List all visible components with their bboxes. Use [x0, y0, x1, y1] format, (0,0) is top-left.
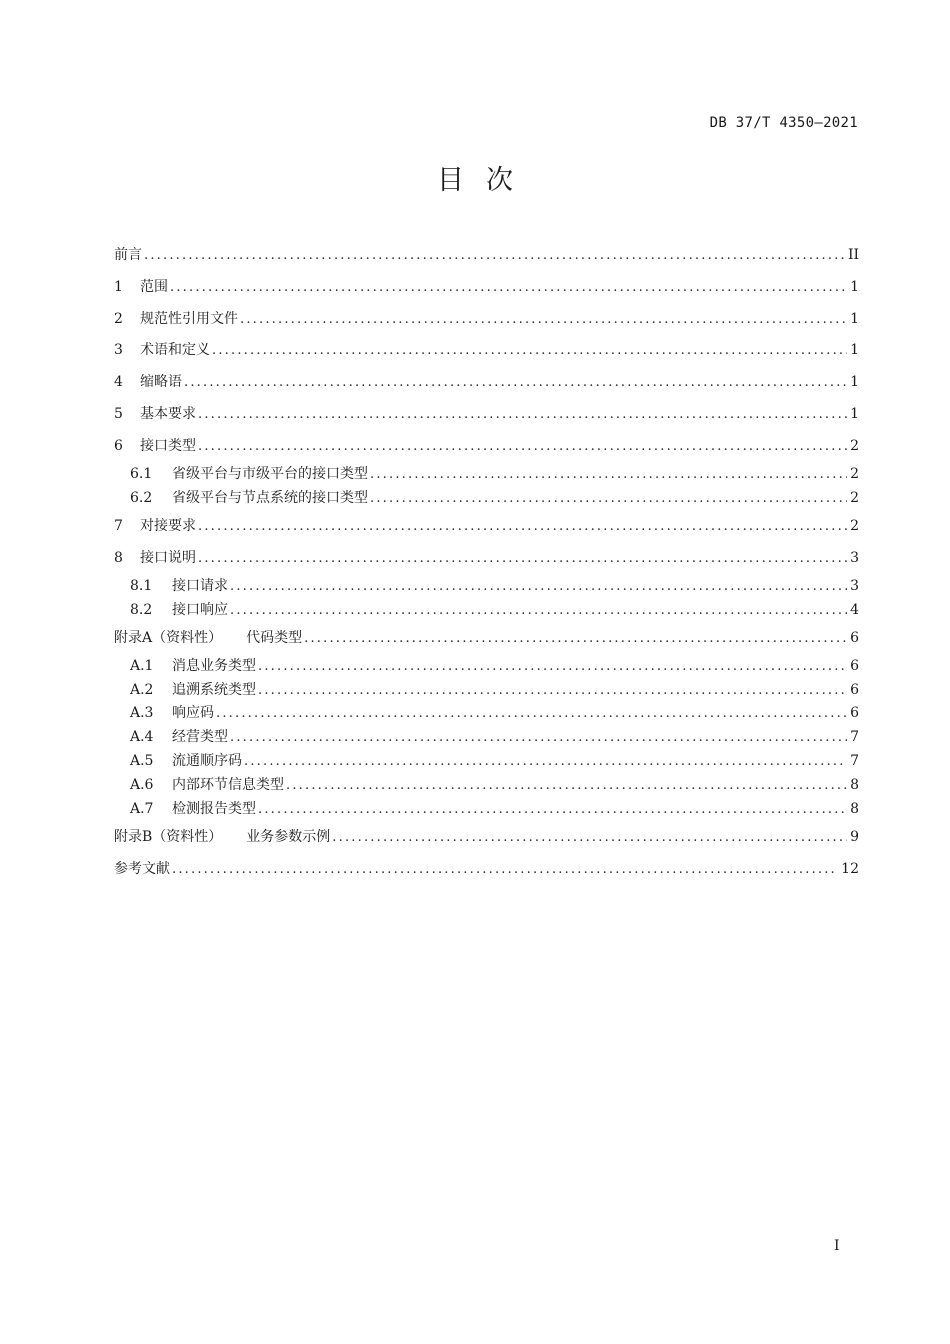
toc-entry[interactable] — [114, 310, 859, 329]
toc-entry[interactable] — [114, 549, 859, 568]
dot-leader — [258, 682, 847, 700]
toc-page: 7 — [850, 753, 859, 769]
dot-leader — [230, 602, 847, 620]
toc-page: 7 — [850, 729, 859, 745]
toc-subentry[interactable] — [130, 681, 859, 700]
toc-label: 接口类型 — [140, 438, 196, 454]
toc-entry[interactable] — [114, 517, 859, 536]
toc-page: 9 — [850, 829, 859, 845]
toc-label: 消息业务类型 — [172, 658, 256, 674]
toc-number: 8.2 — [130, 602, 153, 618]
toc-page: 3 — [850, 550, 859, 566]
toc-label: 省级平台与节点系统的接口类型 — [172, 490, 368, 506]
toc-label: 参考文献 — [114, 861, 170, 877]
toc-subentry[interactable] — [130, 752, 859, 771]
toc-number: A.2 — [130, 682, 154, 698]
toc-number: 4 — [114, 374, 123, 390]
toc-page: 1 — [850, 279, 859, 295]
dot-leader — [258, 801, 847, 819]
toc-number: A.6 — [130, 777, 154, 793]
toc-label: 接口请求 — [172, 578, 228, 594]
toc-entry[interactable] — [114, 437, 859, 456]
toc-label: 基本要求 — [140, 406, 196, 422]
toc-subentry[interactable] — [130, 577, 859, 596]
dot-leader — [170, 279, 847, 297]
toc-page: 2 — [850, 466, 859, 482]
dot-leader — [240, 311, 847, 329]
toc-page: 1 — [850, 374, 859, 390]
toc-label: 接口说明 — [140, 550, 196, 566]
toc-entry[interactable] — [114, 278, 859, 297]
toc-page: 6 — [850, 682, 859, 698]
toc-subentry[interactable] — [130, 776, 859, 795]
toc-page: 6 — [850, 630, 859, 646]
dot-leader — [198, 438, 847, 456]
toc-label: 代码类型 — [246, 630, 303, 646]
toc-label: 规范性引用文件 — [140, 311, 238, 327]
toc-page: 1 — [850, 406, 859, 422]
dot-leader — [216, 705, 847, 723]
toc-subentry[interactable] — [130, 601, 859, 620]
toc-label: 术语和定义 — [140, 342, 210, 358]
page-title: 目次 — [437, 165, 535, 196]
toc-label: 检测报告类型 — [172, 801, 256, 817]
toc-label: 接口响应 — [172, 602, 228, 618]
toc-subentry[interactable] — [130, 800, 859, 819]
toc-number: 6.1 — [130, 466, 153, 482]
toc-label: 省级平台与市级平台的接口类型 — [172, 466, 368, 482]
dot-leader — [370, 490, 847, 508]
toc-number: A.1 — [130, 658, 154, 674]
toc-subentry[interactable] — [130, 465, 859, 484]
dot-leader — [198, 406, 847, 424]
appendix-label: 附录B（资料性） — [114, 829, 223, 845]
toc-entry[interactable] — [114, 373, 859, 392]
toc-label: 流通顺序码 — [172, 753, 242, 769]
toc-number: 2 — [114, 311, 123, 327]
toc-entry[interactable] — [114, 341, 859, 360]
toc-entry-foreword[interactable]: 前言 ..... II — [114, 246, 859, 265]
toc-label: 追溯系统类型 — [172, 682, 256, 698]
dot-leader — [332, 829, 847, 847]
dot-leader — [184, 374, 847, 392]
toc-number: 8.1 — [130, 578, 153, 594]
toc-page: 4 — [850, 602, 859, 618]
dot-leader — [212, 342, 847, 360]
toc-label: 缩略语 — [140, 374, 182, 390]
toc-number: A.5 — [130, 753, 154, 769]
toc-page: 12 — [841, 861, 859, 877]
toc-page: 1 — [850, 311, 859, 327]
toc-subentry[interactable] — [130, 489, 859, 508]
dot-leader — [258, 658, 847, 676]
toc-subentry[interactable] — [130, 704, 859, 723]
toc-page: 2 — [850, 438, 859, 454]
dot-leader — [230, 729, 847, 747]
toc-label: 业务参数示例 — [246, 829, 331, 845]
toc-entry-appendix-a[interactable] — [114, 629, 859, 648]
toc-label: 对接要求 — [140, 518, 196, 534]
toc-number: 5 — [114, 406, 123, 422]
toc-number: A.3 — [130, 705, 154, 721]
toc-number: 6.2 — [130, 490, 153, 506]
toc-number: 7 — [114, 518, 123, 534]
toc-subentry[interactable] — [130, 657, 859, 676]
dot-leader — [286, 777, 847, 795]
toc-page: 2 — [850, 518, 859, 534]
appendix-label: 附录A（资料性） — [114, 630, 223, 646]
toc-label: 响应码 — [172, 705, 214, 721]
toc-entry-appendix-b[interactable] — [114, 828, 859, 847]
toc-number: 8 — [114, 550, 123, 566]
toc-label: 经营类型 — [172, 729, 228, 745]
toc-number: A.7 — [130, 801, 154, 817]
toc-page: II — [847, 247, 859, 263]
toc-number: A.4 — [130, 729, 154, 745]
dot-leader — [230, 578, 847, 596]
toc-page: 1 — [850, 342, 859, 358]
toc-page: 6 — [850, 658, 859, 674]
dot-leader — [304, 630, 847, 648]
toc-subentry[interactable] — [130, 728, 859, 747]
dot-leader — [198, 518, 847, 536]
toc-page: 3 — [850, 578, 859, 594]
toc-number: 3 — [114, 342, 123, 358]
dot-leader — [198, 550, 847, 568]
toc-label: 范围 — [140, 279, 168, 295]
dot-leader — [172, 861, 838, 879]
toc-page: 2 — [850, 490, 859, 506]
toc-label: 内部环节信息类型 — [172, 777, 284, 793]
toc-page: 8 — [850, 801, 859, 817]
toc-number: 6 — [114, 438, 123, 454]
dot-leader — [370, 466, 847, 484]
page-number: I — [834, 1238, 840, 1254]
toc-entry[interactable] — [114, 405, 859, 424]
toc-number: 1 — [114, 279, 123, 295]
standard-code: DB 37/T 4350—2021 — [709, 115, 858, 131]
toc-page: 6 — [850, 705, 859, 721]
dot-leader — [144, 247, 845, 265]
toc-page: 8 — [850, 777, 859, 793]
toc-entry-references[interactable] — [114, 860, 859, 879]
dot-leader — [244, 753, 847, 771]
